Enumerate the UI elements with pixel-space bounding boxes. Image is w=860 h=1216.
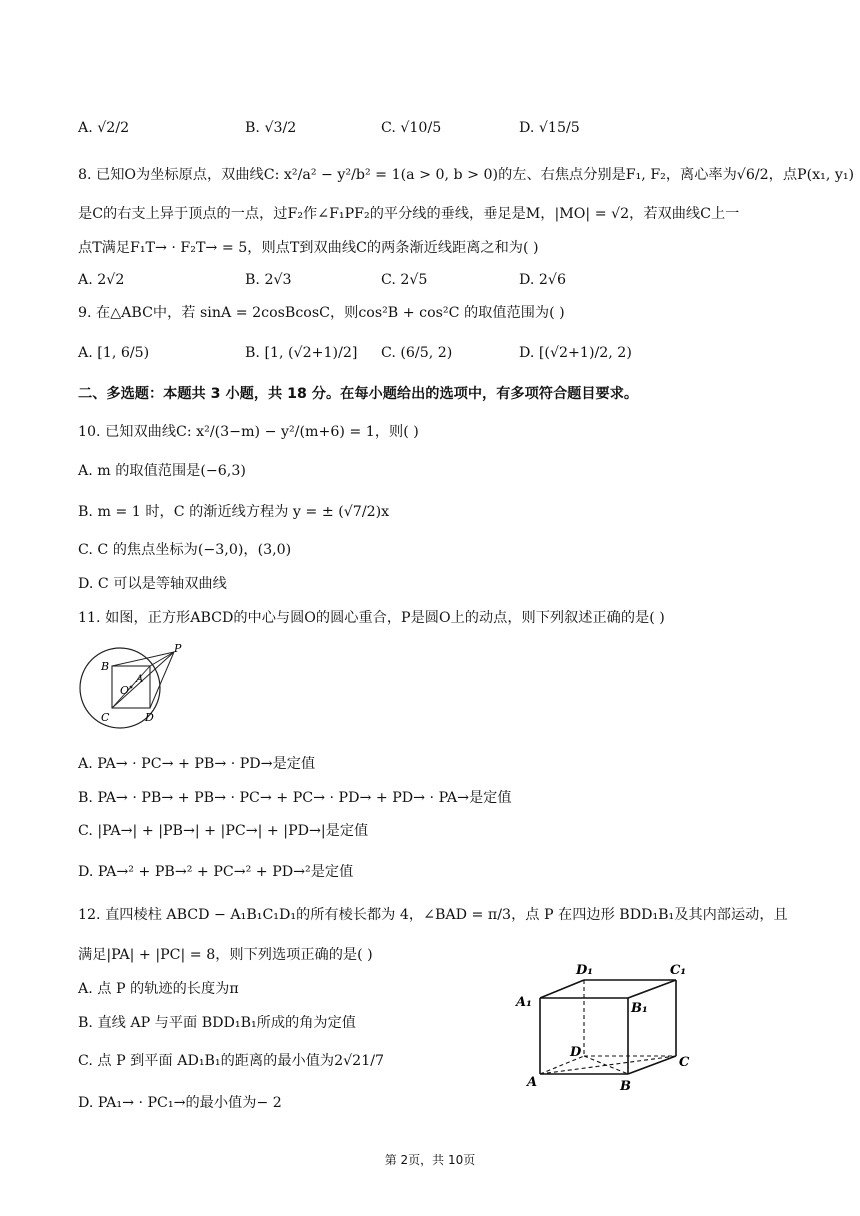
q11-option-b: B. PA→ · PB→ + PB→ · PC→ + PC→ · PD→ + PD→ · PA→是定值: [78, 790, 512, 806]
q12-option-b: B. 直线 AP 与平面 BDD₁B₁所成的角为定值: [78, 1015, 356, 1031]
q11-option-a: A. PA→ · PC→ + PB→ · PD→是定值: [78, 756, 316, 772]
label-d: D: [145, 711, 154, 724]
q8-option-b: B. 2√3: [245, 272, 292, 288]
q11-stem: 11. 如图，正方形ABCD的中心与圆O的圆心重合，P是圆O上的动点，则下列叙述正确的是( ): [78, 610, 665, 626]
q11-option-d: D. PA→² + PB→² + PC→² + PD→²是定值: [78, 864, 354, 880]
q10-option-a: A. m 的取值范围是(−6,3): [78, 463, 246, 479]
q8-option-d: D. 2√6: [519, 272, 566, 288]
label-a: A: [527, 1075, 538, 1090]
label-a: A: [136, 674, 144, 685]
label-o: O: [120, 684, 130, 697]
q12-option-c: C. 点 P 到平面 AD₁B₁的距离的最小值为2√21/7: [78, 1053, 385, 1069]
label-b: B: [101, 660, 110, 673]
label-b1: B₁: [631, 1001, 648, 1016]
label-p: P: [174, 642, 182, 655]
q8-option-c: C. 2√5: [381, 272, 428, 288]
q8-stem-line2: 是C的右支上异于顶点的一点，过F₂作∠F₁PF₂的平分线的垂线，垂足是M，|MO| = √2，若双曲线C上一: [78, 206, 740, 222]
q7-option-b: B. √3/2: [245, 120, 297, 136]
label-d: D: [570, 1045, 582, 1060]
section-heading-multiple-choice: 二、多选题：本题共 3 小题，共 18 分。在每小题给出的选项中，有多项符合题目要求。: [78, 386, 639, 402]
q11-circle-square-figure: [78, 642, 188, 734]
q8-option-a: A. 2√2: [78, 272, 125, 288]
q10-option-b: B. m = 1 时，C 的渐近线方程为 y = ± (√7/2)x: [78, 504, 390, 520]
q9-stem: 9. 在△ABC中，若 sinA = 2cosBcosC，则cos²B + cos²C 的取值范围为( ): [78, 305, 565, 321]
q10-option-c: C. C 的焦点坐标为(−3,0)，(3,0): [78, 542, 292, 558]
q12-prism-figure: [512, 960, 696, 1094]
q7-option-d: D. √15/5: [519, 120, 580, 136]
q9-option-c: C. (6/5, 2): [381, 345, 453, 361]
q10-stem: 10. 已知双曲线C: x²/(3−m) − y²/(m+6) = 1，则( ): [78, 424, 419, 440]
q7-option-c: C. √10/5: [381, 120, 442, 136]
page-footer: 第 2页，共 10页: [384, 1153, 476, 1167]
label-c: C: [679, 1055, 690, 1070]
q12-stem-line2: 满足|PA| + |PC| = 8，则下列选项正确的是( ): [78, 947, 373, 963]
q11-option-c: C. |PA→| + |PB→| + |PC→| + |PD→|是定值: [78, 823, 369, 839]
q10-option-d: D. C 可以是等轴双曲线: [78, 576, 227, 592]
q9-option-d: D. [(√2+1)/2, 2): [519, 345, 632, 361]
q12-option-d: D. PA₁→ · PC₁→的最小值为− 2: [78, 1095, 282, 1111]
q12-option-a: A. 点 P 的轨迹的长度为π: [78, 981, 239, 997]
q8-stem-line3: 点T满足F₁T→ · F₂T→ = 5，则点T到双曲线C的两条渐近线距离之和为( ): [78, 240, 539, 256]
q12-stem-line1: 12. 直四棱柱 ABCD − A₁B₁C₁D₁的所有棱长都为 4，∠BAD = π/3，点 P 在四边形 BDD₁B₁及其内部运动，且: [78, 907, 788, 923]
q7-option-a: A. √2/2: [78, 120, 130, 136]
label-a1: A₁: [516, 995, 532, 1010]
label-c: C: [101, 711, 110, 724]
label-c1: C₁: [670, 963, 687, 978]
label-d1: D₁: [576, 963, 593, 978]
q8-stem-line1: 8. 已知O为坐标原点，双曲线C: x²/a² − y²/b² = 1(a > 0, b > 0)的左、右焦点分别是F₁, F₂，离心率为√6/2，点P(x₁, y₁): [78, 167, 855, 183]
q9-option-b: B. [1, (√2+1)/2]: [245, 345, 358, 361]
label-b: B: [620, 1079, 631, 1094]
q9-option-a: A. [1, 6/5): [78, 345, 150, 361]
